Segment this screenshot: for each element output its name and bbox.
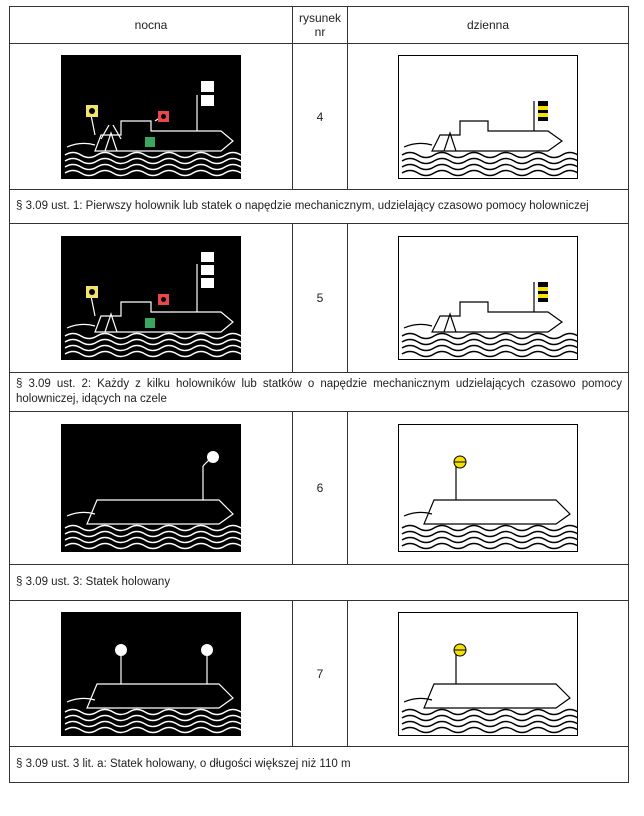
header-row: [10, 7, 629, 44]
day-figure-6: [348, 412, 629, 565]
caption-row-6: [10, 565, 629, 601]
header-number: rysunek nr: [293, 7, 348, 44]
day-figure-7: [348, 601, 629, 747]
figure-row-5: [10, 224, 629, 373]
figure-row-4: [10, 44, 629, 190]
caption-7: § 3.09 ust. 3 lit. a: Statek holowany, o długości większej niż 110 m: [10, 747, 629, 783]
day-figure-5: [348, 224, 629, 373]
night-figure-4: [10, 44, 293, 190]
figure-number-6: 6: [293, 412, 348, 565]
signals-table: [9, 6, 629, 783]
caption-5: § 3.09 ust. 2: Każdy z kilku holowników lub statków o napędzie mechanicznym udzielających czasowo pomocy holowniczej, idących na czele: [10, 373, 629, 412]
night-figure-7: [10, 601, 293, 747]
caption-4: § 3.09 ust. 1: Pierwszy holownik lub statek o napędzie mechanicznym, udzielający czasowo pomocy holowniczej: [10, 190, 629, 224]
header-day: dzienna: [348, 7, 629, 44]
caption-row-4: [10, 190, 629, 224]
figure-number-7: 7: [293, 601, 348, 747]
caption-6: § 3.09 ust. 3: Statek holowany: [10, 565, 629, 601]
figure-number-5: 5: [293, 224, 348, 373]
night-figure-6: [10, 412, 293, 565]
caption-row-5: [10, 373, 629, 412]
figure-number-4: 4: [293, 44, 348, 190]
figure-row-6: [10, 412, 629, 565]
figure-row-7: [10, 601, 629, 747]
day-figure-4: [348, 44, 629, 190]
header-night: nocna: [10, 7, 293, 44]
caption-row-7: [10, 747, 629, 783]
night-figure-5: [10, 224, 293, 373]
